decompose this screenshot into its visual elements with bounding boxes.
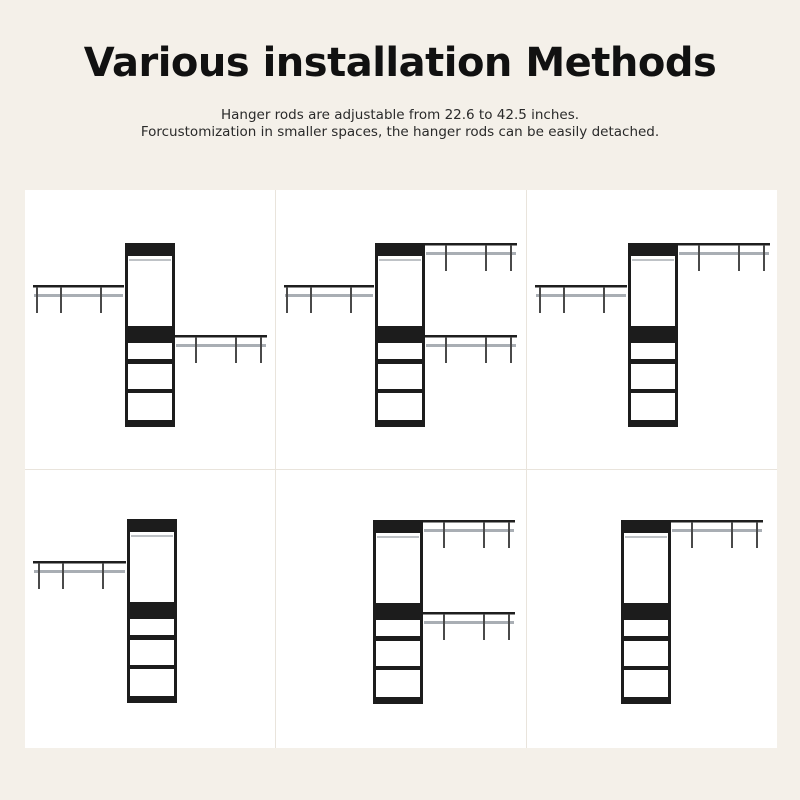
left-hanger-rod [33,561,126,589]
right-top-hanger-rod [423,520,515,548]
rod-shelf [284,285,374,288]
closet-illustration [527,470,777,748]
tower-hanging-section [624,533,668,603]
rod-bracket-2 [483,614,485,640]
tower-shelf-1 [631,343,675,359]
left-hanger-rod [284,285,374,313]
config-panel-4 [25,470,275,748]
closet-tower [125,243,175,427]
page-title: Various installation Methods [83,40,717,86]
hanger-rod [679,252,769,255]
rod-shelf [423,520,515,523]
rod-bracket-2 [563,287,565,313]
closet-tower [628,243,678,427]
config-panel-2 [276,190,526,469]
tower-shelf-2 [130,640,174,665]
rod-bracket-1 [539,287,541,313]
hanger-rod [424,529,514,532]
rod-bracket-1 [445,245,447,271]
rod-bracket-1 [691,522,693,548]
rod-bracket-2 [235,337,237,363]
right-top-hanger-rod [425,243,517,271]
rod-shelf [425,243,517,246]
config-panel-3 [527,190,777,469]
rod-bracket-3 [260,337,262,363]
rod-bracket-2 [485,245,487,271]
tower-shelf-2 [378,364,422,389]
tower-hanging-section [631,256,675,326]
rod-shelf [423,612,515,615]
tower-shelf-1 [130,619,174,635]
rod-bracket-1 [195,337,197,363]
config-panel-6 [527,470,777,748]
left-hanger-rod [33,285,124,313]
hanger-rod [285,294,373,297]
rod-shelf [33,285,124,288]
rod-bracket-1 [698,245,700,271]
tower-shelf-3 [128,393,172,420]
rod-bracket-1 [443,614,445,640]
closet-illustration [527,190,777,469]
config-panel-5 [276,470,526,748]
rod-bracket-2 [60,287,62,313]
hanger-rod [34,294,123,297]
right-middle-hanger-rod [423,612,515,640]
rod-bracket-3 [100,287,102,313]
rod-bracket-1 [286,287,288,313]
subtitle-line-1: Hanger rods are adjustable from 22.6 to 42.5 inches. [220,107,580,123]
tower-hanging-section [130,532,174,602]
subtitle-line-2: Forcustomization in smaller spaces, the hanger rods can be easily detached. [140,124,660,140]
rod-bracket-3 [350,287,352,313]
rod-bracket-3 [102,563,104,589]
rod-shelf [678,243,770,246]
tower-shelf-1 [128,343,172,359]
tower-shelf-3 [376,670,420,697]
rod-shelf [535,285,627,288]
tower-shelf-1 [376,620,420,636]
right-middle-hanger-rod [425,335,517,363]
rod-shelf [425,335,517,338]
rod-bracket-2 [62,563,64,589]
tower-shelf-3 [130,669,174,696]
rod-bracket-3 [508,614,510,640]
hanger-rod [426,252,516,255]
closet-illustration [25,470,275,748]
tower-hanging-section [378,256,422,326]
closet-tower [621,520,671,704]
right-top-hanger-rod [671,520,763,548]
tower-shelf-2 [624,641,668,666]
rod-bracket-3 [603,287,605,313]
tower-shelf-2 [128,364,172,389]
closet-tower [127,519,177,703]
tower-shelf-1 [378,343,422,359]
configuration-grid [25,190,777,748]
rod-bracket-3 [763,245,765,271]
right-top-hanger-rod [678,243,770,271]
rod-bracket-3 [510,337,512,363]
rod-bracket-2 [485,337,487,363]
closet-tower [375,243,425,427]
tower-shelf-3 [631,393,675,420]
rod-shelf [671,520,763,523]
left-hanger-rod [535,285,627,313]
rod-bracket-2 [738,245,740,271]
rod-bracket-2 [731,522,733,548]
config-panel-1 [25,190,275,469]
rod-bracket-2 [483,522,485,548]
closet-illustration [276,190,526,469]
closet-illustration [25,190,275,469]
tower-shelf-3 [378,393,422,420]
hanger-rod [176,344,266,347]
hanger-rod [672,529,762,532]
rod-shelf [33,561,126,564]
right-middle-hanger-rod [175,335,267,363]
rod-bracket-1 [36,287,38,313]
rod-bracket-3 [508,522,510,548]
rod-bracket-2 [310,287,312,313]
tower-shelf-1 [624,620,668,636]
hanger-rod [426,344,516,347]
rod-bracket-3 [756,522,758,548]
rod-bracket-3 [510,245,512,271]
tower-shelf-3 [624,670,668,697]
hanger-rod [34,570,125,573]
hanger-rod [424,621,514,624]
tower-shelf-2 [376,641,420,666]
rod-bracket-1 [445,337,447,363]
tower-shelf-2 [631,364,675,389]
closet-tower [373,520,423,704]
tower-hanging-section [128,256,172,326]
rod-bracket-1 [38,563,40,589]
rod-shelf [175,335,267,338]
closet-illustration [276,470,526,748]
rod-bracket-1 [443,522,445,548]
tower-hanging-section [376,533,420,603]
hanger-rod [536,294,626,297]
